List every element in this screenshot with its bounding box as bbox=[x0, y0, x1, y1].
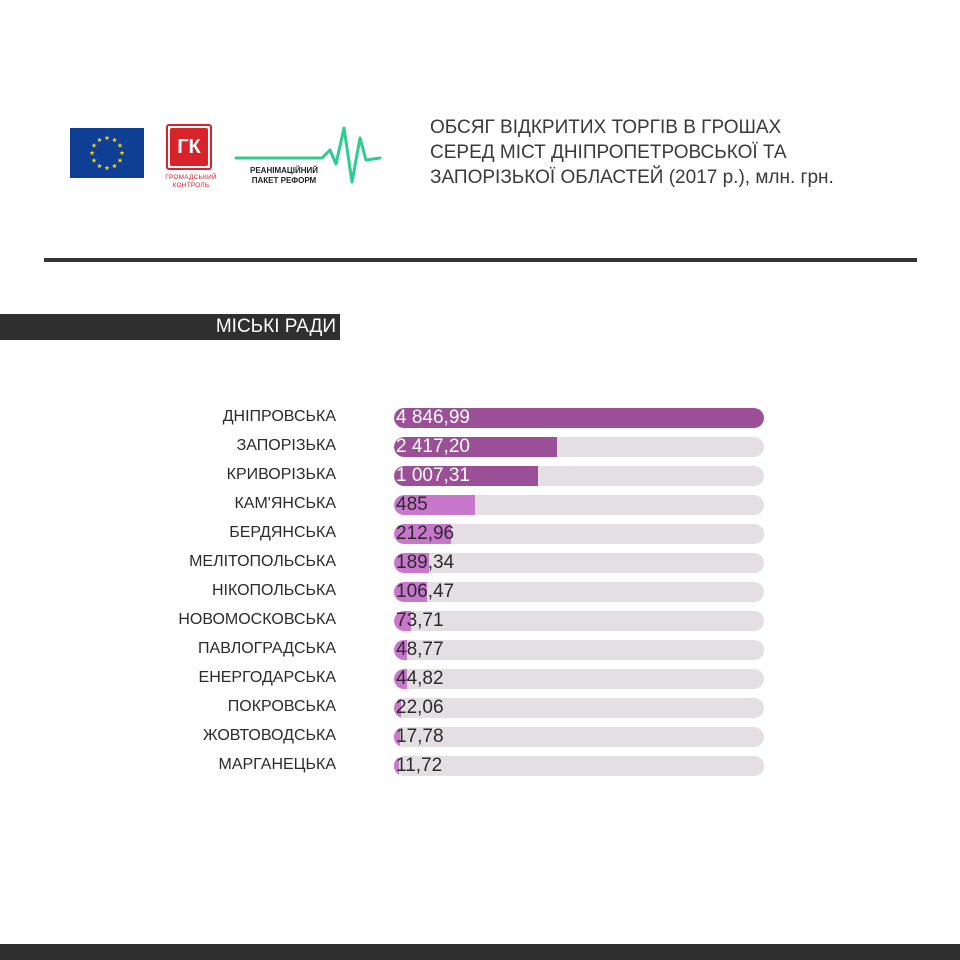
bar-row bbox=[0, 492, 960, 516]
bar-row bbox=[0, 405, 960, 429]
footer-bar bbox=[0, 944, 960, 960]
bar-row bbox=[0, 579, 960, 603]
eu-star-icon bbox=[92, 143, 97, 148]
gromadskyi-kontrol-logo bbox=[166, 124, 224, 198]
data-label: 44,82 bbox=[396, 668, 444, 689]
bar-row bbox=[0, 550, 960, 574]
bar-track bbox=[394, 495, 764, 515]
header-divider bbox=[44, 258, 917, 262]
eu-star-icon bbox=[97, 137, 102, 142]
category-label: КРИВОРІЗЬКА bbox=[226, 466, 336, 483]
data-label: 1 007,31 bbox=[396, 465, 470, 486]
gk-logo-mark bbox=[166, 124, 212, 170]
bar-row bbox=[0, 695, 960, 719]
eu-stars-icon bbox=[70, 128, 144, 178]
bar-track bbox=[394, 611, 764, 631]
rpr-logo-text bbox=[244, 166, 324, 186]
bar-row bbox=[0, 434, 960, 458]
data-label: 17,78 bbox=[396, 726, 444, 747]
bar-row bbox=[0, 608, 960, 632]
eu-star-icon bbox=[112, 163, 117, 168]
eu-star-icon bbox=[92, 158, 97, 163]
gk-logo-text-line1: ГРОМАДСЬКИЙ bbox=[165, 174, 217, 181]
category-label: НІКОПОЛЬСЬКА bbox=[211, 582, 336, 599]
category-label: ЖОВТОВОДСЬКА bbox=[202, 727, 336, 744]
eu-star-icon bbox=[112, 137, 117, 142]
bar-chart bbox=[0, 405, 960, 785]
category-label: МАРГАНЕЦЬКА bbox=[218, 756, 336, 773]
data-label: 11,72 bbox=[396, 755, 443, 776]
eu-star-icon bbox=[118, 143, 123, 148]
section-header bbox=[0, 314, 340, 340]
data-label: 2 417,20 bbox=[396, 436, 470, 457]
data-label: 485 bbox=[396, 494, 428, 515]
chart-title-line2: СЕРЕД МІСТ ДНІПРОПЕТРОВСЬКОЇ ТА bbox=[430, 142, 787, 163]
gk-logo-text-line2: КОНТРОЛЬ bbox=[172, 182, 210, 189]
gk-logo-letters: ГК bbox=[170, 128, 208, 166]
chart-title-line1: ОБСЯГ ВІДКРИТИХ ТОРГІВ В ГРОШАХ bbox=[430, 117, 782, 138]
bar-row bbox=[0, 637, 960, 661]
category-label: ПАВЛОГРАДСЬКА bbox=[198, 640, 336, 657]
bar-track bbox=[394, 640, 764, 660]
bar-row bbox=[0, 521, 960, 545]
category-label: НОВОМОСКОВСЬКА bbox=[178, 611, 336, 628]
data-label: 22,06 bbox=[396, 697, 444, 718]
eu-star-icon bbox=[105, 165, 110, 170]
data-label: 189,34 bbox=[396, 552, 455, 573]
data-label: 48,77 bbox=[396, 639, 444, 660]
eu-star-icon bbox=[118, 158, 123, 163]
eu-star-icon bbox=[97, 163, 102, 168]
data-label: 212,96 bbox=[396, 523, 455, 544]
bar-track bbox=[394, 756, 764, 776]
chart-title-line3: ЗАПОРІЗЬКОЇ ОБЛАСТЕЙ (2017 р.), млн. грн. bbox=[430, 167, 834, 188]
category-label: ДНІПРОВСЬКА bbox=[222, 408, 336, 425]
category-label: КАМ'ЯНСЬКА bbox=[234, 495, 336, 512]
eu-star-icon bbox=[120, 150, 125, 155]
data-label: 73,71 bbox=[396, 610, 444, 631]
reanimation-package-logo bbox=[230, 120, 390, 200]
bar-row bbox=[0, 753, 960, 777]
category-label: БЕРДЯНСЬКА bbox=[229, 524, 336, 541]
category-label: МЕЛІТОПОЛЬСЬКА bbox=[189, 553, 336, 570]
bar-row bbox=[0, 463, 960, 487]
eu-flag-logo bbox=[70, 128, 144, 178]
rpr-logo-text-line1: РЕАНІМАЦІЙНИЙ bbox=[250, 166, 318, 175]
eu-star-icon bbox=[90, 150, 95, 155]
heartbeat-line-icon bbox=[230, 120, 390, 200]
bar-track bbox=[394, 727, 764, 747]
eu-star-icon bbox=[105, 135, 110, 140]
bar-track bbox=[394, 669, 764, 689]
bar-row bbox=[0, 666, 960, 690]
category-label: ЕНЕРГОДАРСЬКА bbox=[198, 669, 336, 686]
category-label: ПОКРОВСЬКА bbox=[227, 698, 336, 715]
bar-row bbox=[0, 724, 960, 748]
bar-track bbox=[394, 698, 764, 718]
gk-logo-text bbox=[162, 174, 220, 190]
category-label: ЗАПОРІЗЬКА bbox=[236, 437, 336, 454]
partner-logos bbox=[70, 120, 390, 200]
chart-title bbox=[430, 115, 910, 190]
data-label: 106,47 bbox=[396, 581, 455, 602]
section-label: МІСЬКІ РАДИ bbox=[215, 316, 336, 337]
rpr-logo-text-line2: ПАКЕТ РЕФОРМ bbox=[251, 176, 317, 185]
data-label: 4 846,99 bbox=[396, 407, 470, 428]
